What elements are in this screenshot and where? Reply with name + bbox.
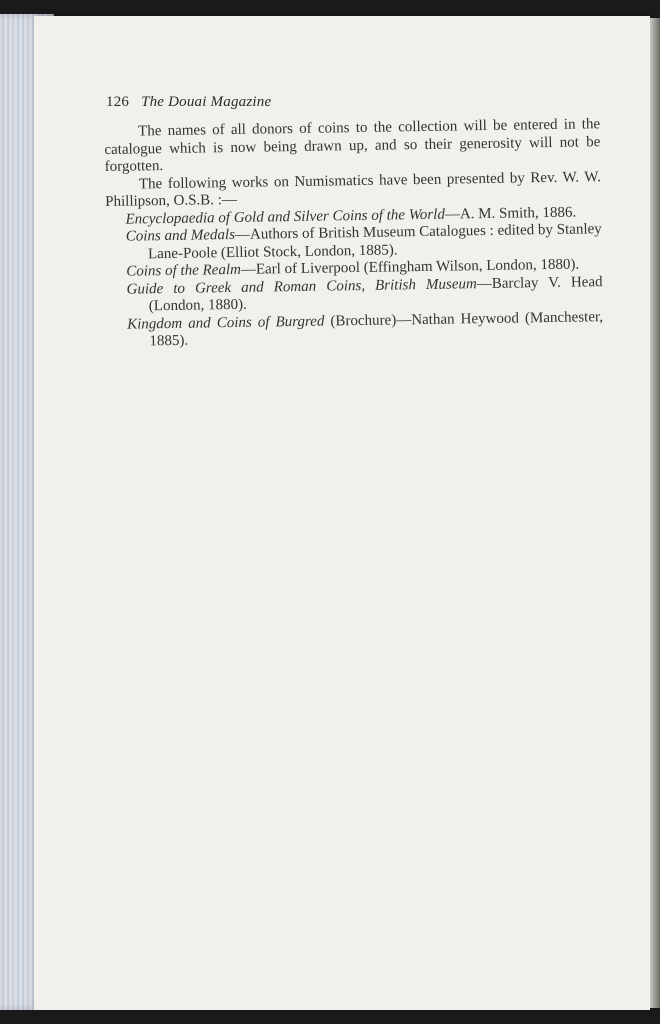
paragraph-works-presented: The following works on Numismatics have been presented by Rev. W. W. Phillipson, O.S.B. :— (105, 168, 602, 210)
book-detail: —Earl of Liverpool (Effingham Wilson, London, 1880). (240, 256, 580, 278)
book-title: Coins and Medals (125, 226, 236, 245)
book-detail: (Brochure)—Nathan Heywood (Manchester, 1885). (149, 308, 604, 350)
page-number: 126 (106, 94, 130, 110)
page-body (104, 116, 604, 351)
book-title: Kingdom and Coins of Burgred (127, 313, 325, 333)
book-detail: —Barclay V. Head (London, 1880). (148, 273, 603, 315)
book-detail: —Authors of British Museum Catalogues : edited by Stanley Lane-Poole (Elliot Stock, London, 1885). (147, 221, 602, 262)
running-title: The Douai Magazine (141, 94, 272, 110)
page-right-edge (650, 18, 660, 1008)
book-title: Coins of the Realm (126, 261, 242, 280)
book-detail: —A. M. Smith, 1886. (444, 204, 577, 223)
book-title: Encyclopaedia of Gold and Silver Coins of the World (125, 206, 446, 228)
book-title: Guide to Greek and Roman Coins, British Museum (126, 275, 477, 298)
paragraph-donors: The names of all donors of coins to the collection will be entered in the catalogue which is now being drawn up, and so their generosity will not be forgotten. (104, 116, 601, 175)
running-header (106, 94, 271, 111)
